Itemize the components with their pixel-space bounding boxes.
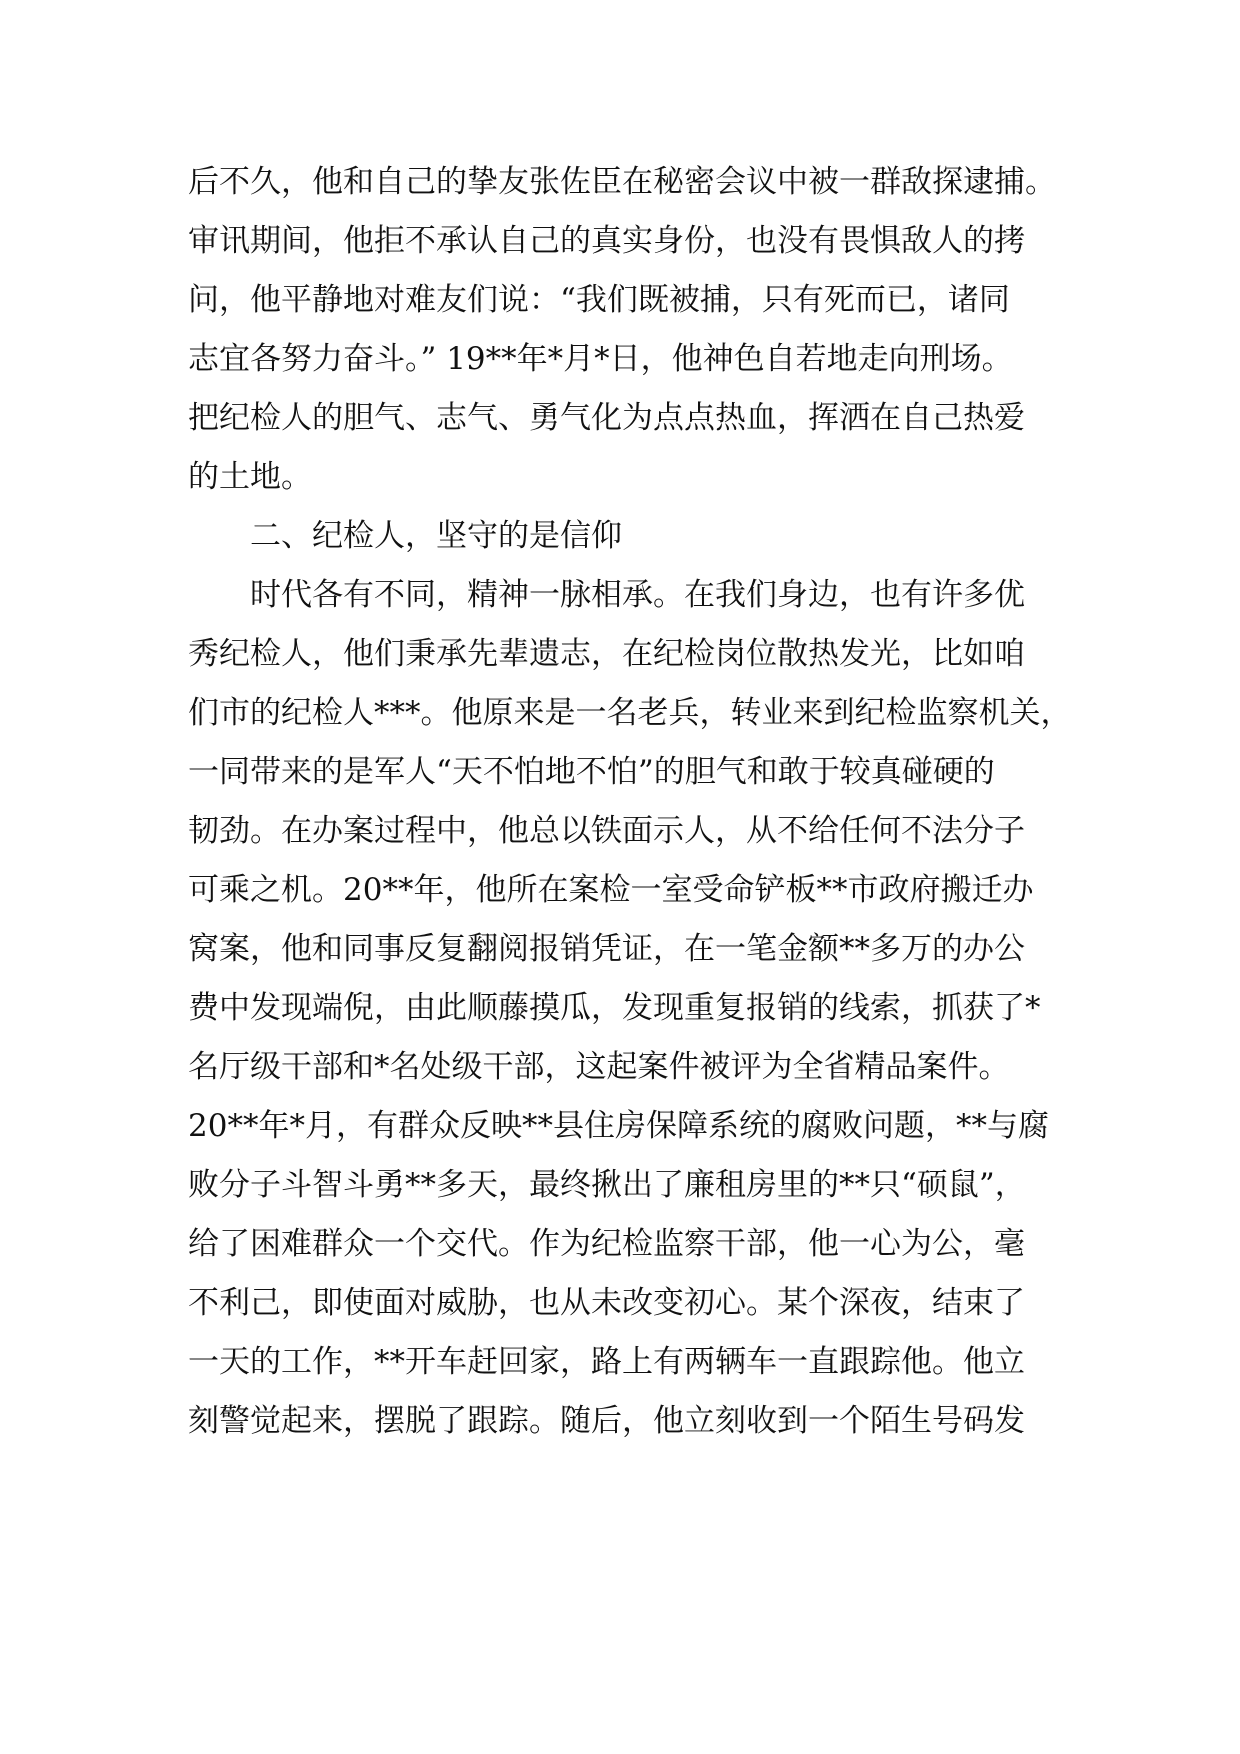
text-line: 可乘之机。20**年，他所在案检一室受命铲板**市政府搬迁办 [188, 872, 1034, 908]
text-line: 给了困难群众一个交代。作为纪检监察干部，他一心为公，毫 [188, 1226, 1025, 1262]
text-line: 志宜各努力奋斗。” 19**年*月*日，他神色自若地走向刑场。 [188, 341, 1013, 377]
text-line: 后不久，他和自己的挚友张佐臣在秘密会议中被一群敌探逮捕。 [188, 164, 1056, 200]
text-line: 们市的纪检人***。他原来是一名老兵，转业来到纪检监察机关， [188, 695, 1072, 731]
text-line: 名厅级干部和*名处级干部，这起案件被评为全省精品案件。 [188, 1049, 1010, 1085]
text-line: 把纪检人的胆气、志气、勇气化为点点热血，挥洒在自己热爱 [188, 400, 1025, 436]
text-line: 一同带来的是军人“天不怕地不怕”的胆气和敢于较真碰硬的 [188, 754, 995, 790]
text-line: 不利己，即使面对威胁，也从未改变初心。某个深夜，结束了 [188, 1285, 1025, 1321]
text-line: 败分子斗智斗勇**多天，最终揪出了廉租房里的**只“硕鼠”， [188, 1167, 1026, 1203]
text-line: 问，他平静地对难友们说：“我们既被捕，只有死而已，诸同 [188, 282, 1010, 318]
text-line: 秀纪检人，他们秉承先辈遗志，在纪检岗位散热发光，比如咱 [188, 636, 1025, 672]
text-line: 费中发现端倪，由此顺藤摸瓜，发现重复报销的线索，抓获了* [188, 990, 1041, 1026]
section-heading: 二、纪检人，坚守的是信仰 [250, 518, 622, 554]
text-line: 时代各有不同，精神一脉相承。在我们身边，也有许多优 [250, 577, 1025, 613]
text-line: 刻警觉起来，摆脱了跟踪。随后，他立刻收到一个陌生号码发 [188, 1403, 1025, 1439]
text-line: 的土地。 [188, 459, 312, 495]
text-line: 窝案，他和同事反复翻阅报销凭证，在一笔金额**多万的办公 [188, 931, 1025, 967]
text-line: 韧劲。在办案过程中，他总以铁面示人，从不给任何不法分子 [188, 813, 1025, 849]
text-line: 20**年*月，有群众反映**县住房保障系统的腐败问题，**与腐 [188, 1108, 1049, 1144]
text-line: 一天的工作，**开车赶回家，路上有两辆车一直跟踪他。他立 [188, 1344, 1025, 1380]
text-line: 审讯期间，他拒不承认自己的真实身份，也没有畏惧敌人的拷 [188, 223, 1025, 259]
